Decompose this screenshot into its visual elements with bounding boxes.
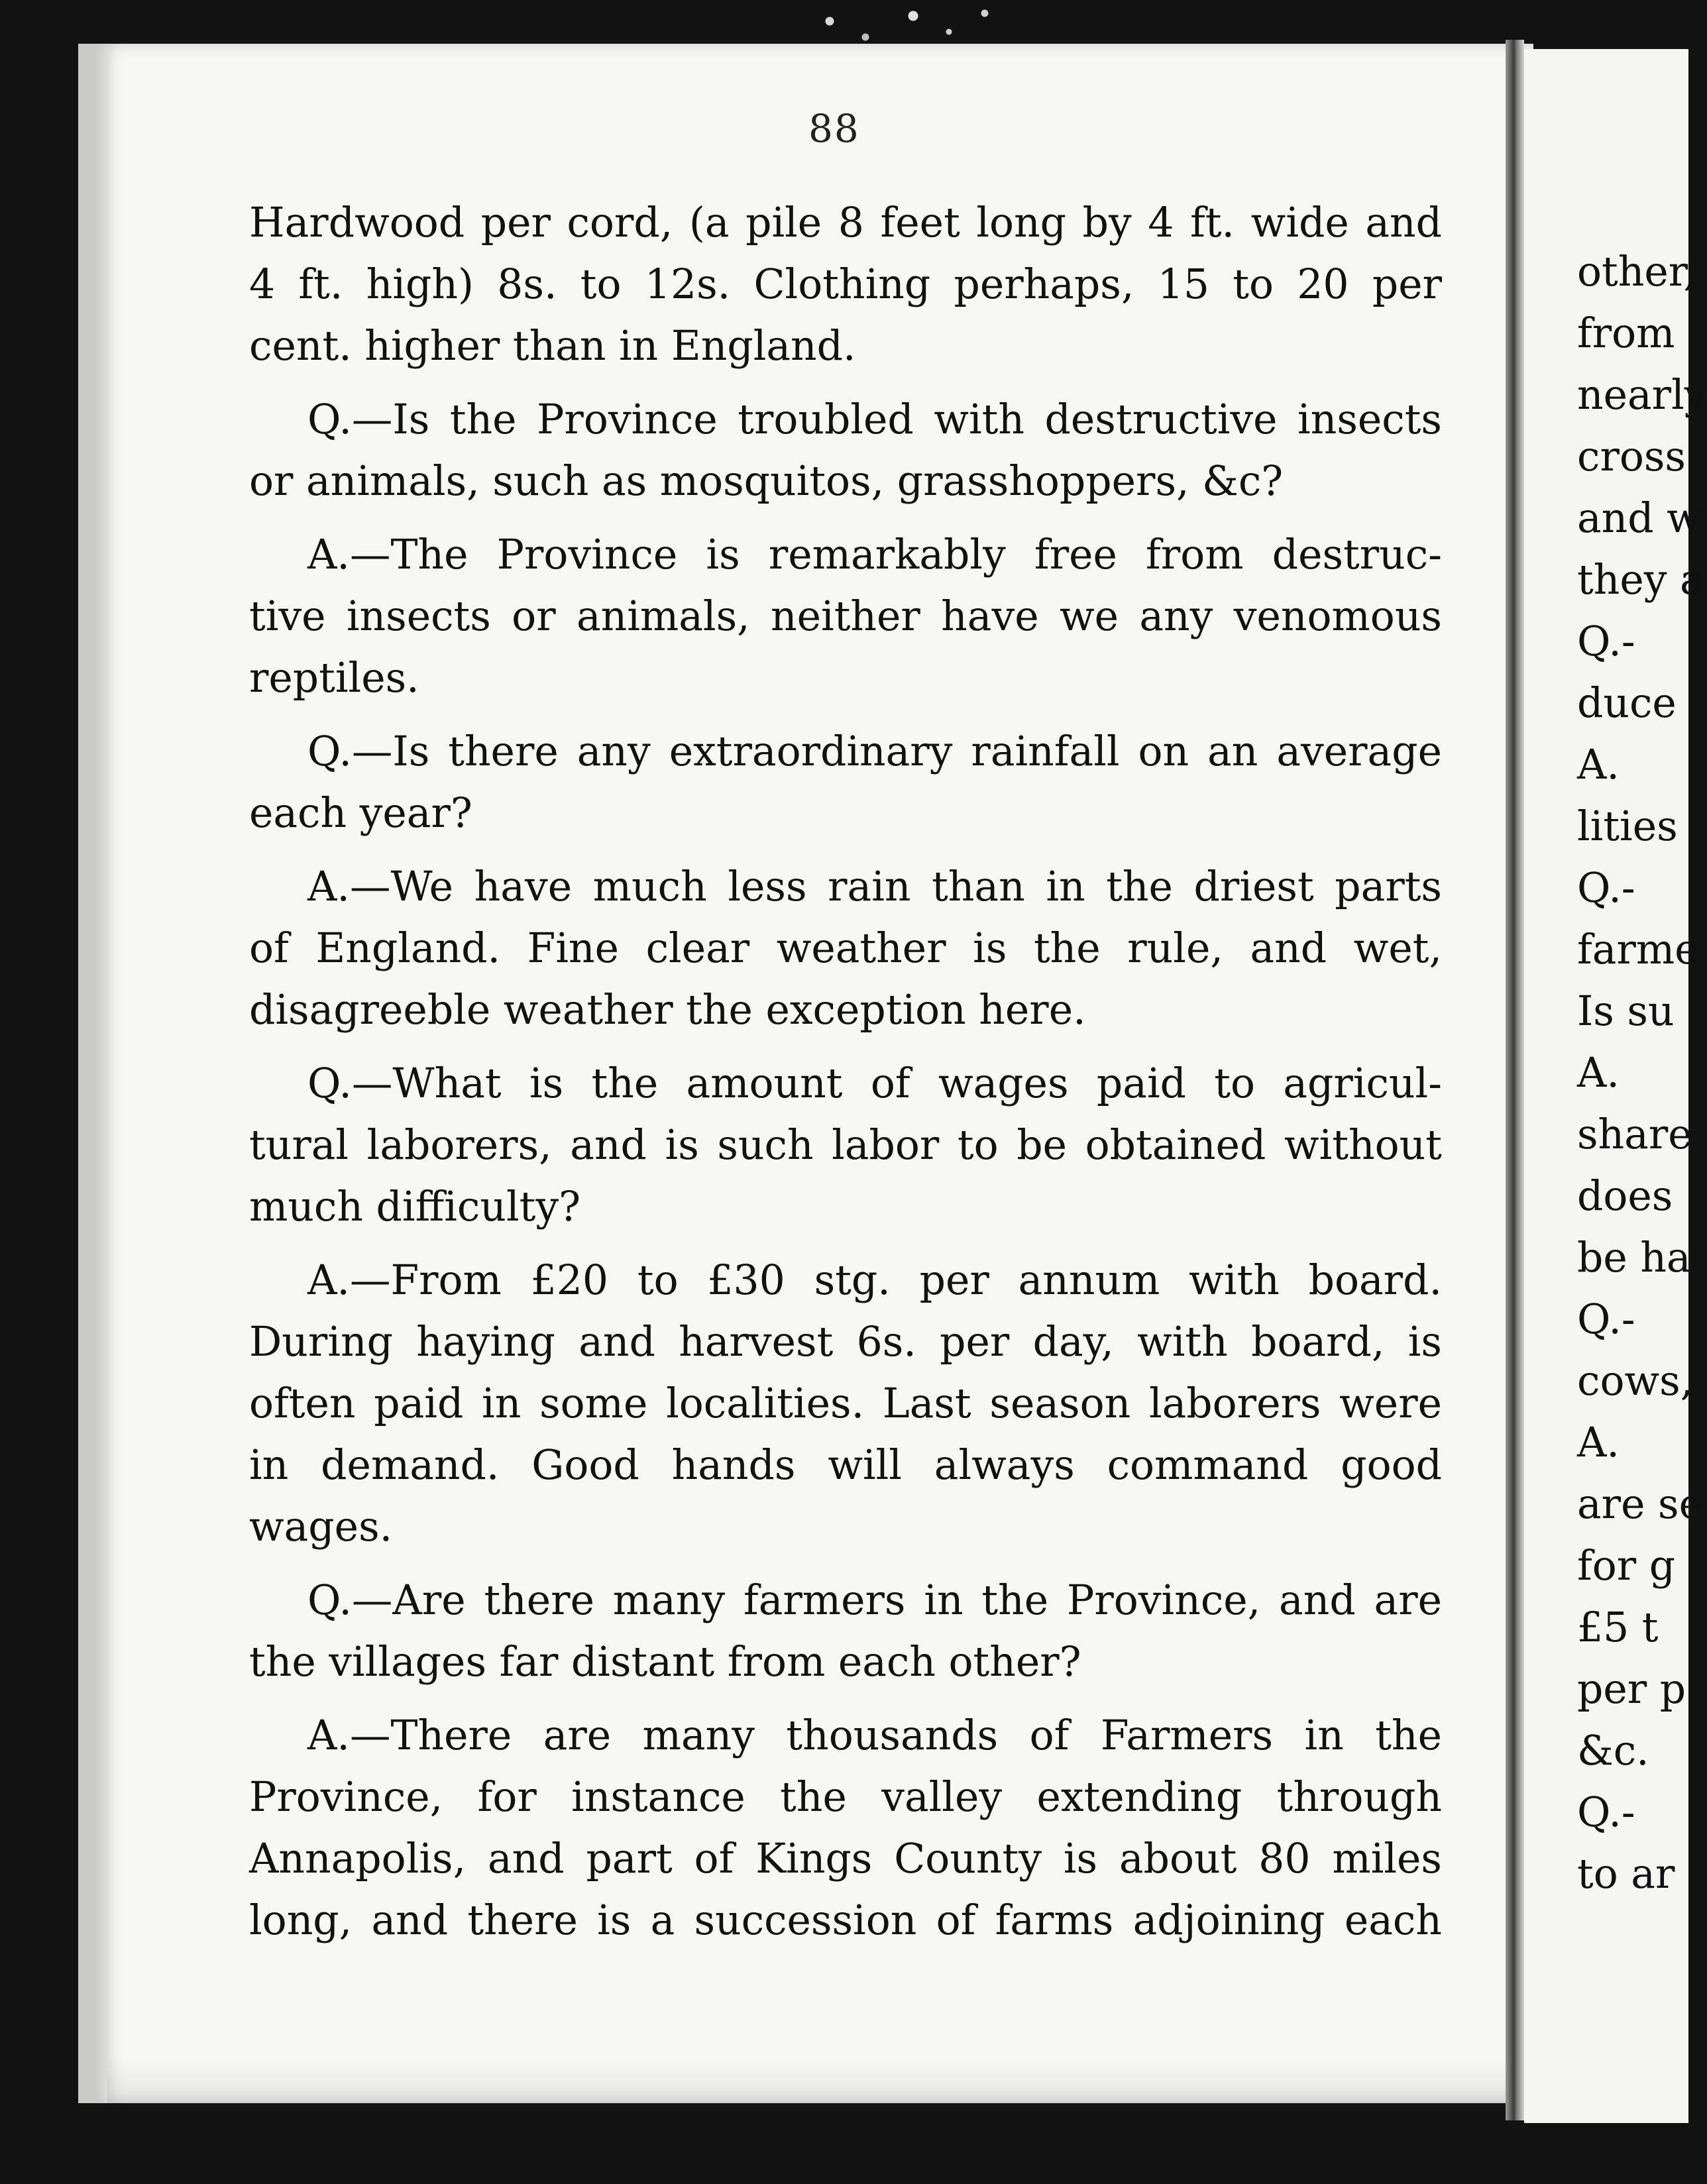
right-page-line: to ar xyxy=(1577,1850,1675,1898)
text-line: During haying and harvest 6s. per day, with board, is xyxy=(249,1318,1442,1366)
right-page-line: Q.- xyxy=(1577,1788,1635,1836)
text-line: A.—We have much less rain than in the driest parts xyxy=(307,863,1442,910)
text-line: cent. higher than in England. xyxy=(249,322,856,370)
right-page-line: for g xyxy=(1577,1542,1676,1590)
right-page-line: they a xyxy=(1577,556,1704,604)
paragraph xyxy=(249,856,1442,1041)
text-line: each year? xyxy=(249,789,472,837)
text-line: A.—From £20 to £30 stg. per annum with board. xyxy=(307,1256,1442,1304)
right-page-line: lities xyxy=(1577,802,1678,850)
text-line: tural laborers, and is such labor to be obtained without xyxy=(249,1121,1442,1169)
paragraph xyxy=(249,192,1442,377)
text-line: tive insects or animals, neither have we any venomous xyxy=(249,592,1442,640)
text-line: A.—There are many thousands of Farmers in the xyxy=(307,1712,1442,1759)
text-line: the villages far distant from each other? xyxy=(249,1638,1081,1686)
text-line: much difficulty? xyxy=(249,1183,581,1230)
text-line: Q.—Is the Province troubled with destructive insects xyxy=(307,396,1442,443)
right-page-line: and w xyxy=(1577,494,1702,542)
right-page-line: cows, xyxy=(1577,1357,1694,1405)
right-page-line: are se xyxy=(1577,1480,1703,1528)
text-line: wages. xyxy=(249,1503,393,1551)
right-page-line: Q.- xyxy=(1577,1295,1635,1343)
paragraph xyxy=(249,1705,1442,1951)
right-page-line: be ha xyxy=(1577,1234,1691,1282)
right-page-line: does xyxy=(1577,1172,1673,1220)
book-gutter xyxy=(1506,40,1524,2120)
right-page-line: A. xyxy=(1577,1419,1620,1466)
text-line: Annapolis, and part of Kings County is about 80 miles xyxy=(249,1835,1442,1883)
text-line: of England. Fine clear weather is the rule, and wet, xyxy=(249,924,1442,972)
right-page-line: Q.- xyxy=(1577,864,1635,912)
right-page-line: farme xyxy=(1577,926,1699,973)
text-line: A.—The Province is remarkably free from destruc- xyxy=(307,531,1442,578)
paragraph xyxy=(249,1250,1442,1558)
text-line: Q.—Are there many farmers in the Province, and are xyxy=(307,1576,1442,1624)
right-page-line: per p xyxy=(1577,1665,1686,1713)
page-number: 88 xyxy=(808,106,860,151)
paragraph xyxy=(249,389,1442,512)
text-line: Q.—Is there any extraordinary rainfall on an average xyxy=(307,728,1442,775)
right-page-line: &c. xyxy=(1577,1727,1649,1774)
text-line: Q.—What is the amount of wages paid to agricul- xyxy=(307,1060,1442,1107)
paragraph xyxy=(249,524,1442,709)
right-page-line: £5 t xyxy=(1577,1604,1659,1651)
right-page-line: cross xyxy=(1577,433,1686,480)
right-page-line: share xyxy=(1577,1111,1692,1158)
text-line: disagreeble weather the exception here. xyxy=(249,986,1086,1034)
left-page-text xyxy=(249,192,1442,1963)
text-line: Hardwood per cord, (a pile 8 feet long by 4 ft. wide and xyxy=(249,199,1442,246)
right-page-line: Q.- xyxy=(1577,618,1635,665)
right-page xyxy=(1524,49,1707,2123)
right-page-line: A. xyxy=(1577,1049,1620,1097)
text-line: in demand. Good hands will always command good xyxy=(249,1441,1442,1489)
text-line: Province, for instance the valley extending through xyxy=(249,1773,1442,1821)
text-line: or animals, such as mosquitos, grasshoppers, &c? xyxy=(249,457,1284,505)
text-line: 4 ft. high) 8s. to 12s. Clothing perhaps, 15 to 20 per xyxy=(249,260,1442,308)
right-page-line: other, xyxy=(1577,248,1696,296)
right-page-line: duce xyxy=(1577,679,1677,727)
right-page-text xyxy=(1577,241,1707,1905)
right-page-line: Is su xyxy=(1577,987,1675,1035)
paragraph xyxy=(249,1570,1442,1693)
paragraph xyxy=(249,721,1442,844)
text-line: often paid in some localities. Last season laborers were xyxy=(249,1380,1442,1427)
right-page-line: nearly xyxy=(1577,371,1707,419)
right-page-line: from xyxy=(1577,309,1675,357)
right-page-line: A. xyxy=(1577,741,1620,789)
text-line: reptiles. xyxy=(249,654,419,702)
paragraph xyxy=(249,1053,1442,1238)
text-line: long, and there is a succession of farms adjoining each xyxy=(249,1896,1442,1944)
